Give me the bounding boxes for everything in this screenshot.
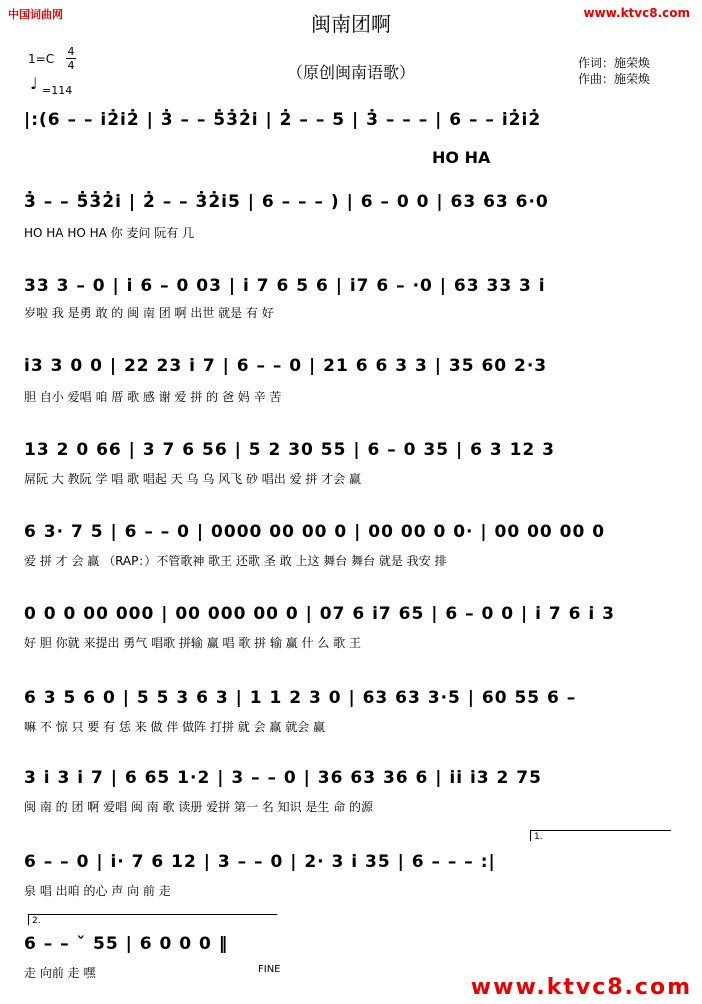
score-row-1-notes: |:(6 – – i̇2̇i̇2̇ | 3̇ – – 5̇3̇2̇i̇ | 2̇ – – 5 | 3̇ – – – | 6 – – i̇2̇i̇2̇ xyxy=(24,110,542,130)
score-row-10-lyrics: 泉 唱 出咱 的心 声 向 前 走 xyxy=(24,884,171,898)
song-subtitle: （原创闽南语歌） xyxy=(286,63,415,82)
site-watermark-bottom: www.ktvc8.com xyxy=(470,975,692,1000)
lyricist-credit: 作词：施荣焕 xyxy=(578,56,651,70)
score-row-9-notes: 3 i̇ 3 i̇ 7 | 6 65 1·2 | 3 – – 0 | 36 63 36 6 | i̇i̇ i̇3 2 75 xyxy=(24,768,542,788)
score-row-3-notes: 33 3 – 0 | i̇ 6 – 0 03 | i̇ 7 6 5 6 | i̇7 6 – ·0 | 63 33 3 i̇ xyxy=(24,276,546,296)
score-row-2-notes: 3̇ – – 5̇3̇2̇i̇ | 2̇ – – 3̇2̇i̇5 | 6 – – – ) | 6 – 0 0 | 63 63 6·0 xyxy=(24,192,549,212)
fine-marking: FINE xyxy=(258,964,281,975)
first-ending-label: 1. xyxy=(534,832,543,842)
score-row-11-notes: 6 – – ˇ 55 | 6 0 0 0 ‖ xyxy=(24,934,229,954)
score-row-1-lyrics: HO HA xyxy=(432,148,491,167)
score-row-11-lyrics: 走 向前 走 嘿 xyxy=(24,966,96,980)
score-row-5-notes: 13 2 0 66 | 3 7 6 56 | 5 2 30 55 | 6 – 0 35 | 6 3 12 3 xyxy=(24,440,556,460)
score-row-4-lyrics: 胆 自小 爱唱 咱 厝 歌 感 谢 爱 拼 的 爸 妈 辛 苦 xyxy=(24,390,282,404)
song-title: 闽南团啊 xyxy=(311,12,391,36)
first-ending-bracket xyxy=(530,830,671,841)
time-signature xyxy=(66,46,76,71)
second-ending-bracket xyxy=(28,914,277,925)
site-watermark-top-right: www.ktvc8.com xyxy=(583,6,690,20)
tempo-marking: =114 xyxy=(42,84,73,97)
score-row-9-lyrics: 闽 南 的 团 啊 爱唱 闽 南 歌 读册 爱拼 第一 名 知识 是生 命 的源 xyxy=(24,800,374,814)
composer-credit: 作曲：施荣焕 xyxy=(578,72,651,86)
score-row-7-notes: 0 0 0 00 000 | 00 000 00 0 | 07 6 i̇7 65 | 6 – 0 0 | i̇ 7 6 i̇ 3 xyxy=(24,604,615,624)
site-watermark-top-left: 中国词曲网 xyxy=(8,8,63,21)
score-row-2-lyrics: HO HA HO HA 你 麦问 阮有 几 xyxy=(24,226,195,240)
score-row-10-notes: 6 – – 0 | i̇· 7 6 12 | 3 – – 0 | 2· 3 i̇ 35 | 6 – – – :| xyxy=(24,852,496,872)
score-row-6-notes: 6 3· 7 5 | 6 – – 0 | 0000 00 00 0 | 00 00 0 0· | 00 00 00 0 xyxy=(24,522,606,542)
time-sig-bottom: 4 xyxy=(67,59,75,72)
score-row-3-lyrics: 岁啦 我 是勇 敢 的 闽 南 团 啊 出世 就是 有 好 xyxy=(24,306,274,320)
key-signature: 1=C xyxy=(28,52,55,66)
score-row-8-lyrics: 嘛 不 惊 只 要 有 恁 来 做 伴 做阵 打拼 就 会 赢 就会 赢 xyxy=(24,720,326,734)
score-row-8-notes: 6 3 5 6 0 | 5 5 3 6 3 | 1 1 2 3 0 | 63 63 3·5 | 60 55 6 – xyxy=(24,688,577,708)
score-row-4-notes: i̇3 3 0 0 | 22 23 i̇ 7 | 6 – – 0 | 21 6 6 3 3 | 35 60 2·3 xyxy=(24,356,548,376)
second-ending-label: 2. xyxy=(32,916,41,926)
score-row-6-lyrics: 爱 拼 才 会 赢 （RAP：）不管歌神 歌王 还歌 圣 敢 上这 舞台 舞台 就是 我安 排 xyxy=(24,554,447,568)
score-row-7-lyrics: 好 胆 你就 来提出 勇气 唱歌 拼输 赢 唱 歌 拼 输 赢 什 么 歌 王 xyxy=(24,636,362,650)
quarter-note-icon: ♩ xyxy=(30,74,38,93)
score-row-5-lyrics: 屌阮 大 教阮 学 唱 歌 唱起 天 乌 乌 风飞 砂 唱出 爱 拼 才会 赢 xyxy=(24,472,362,486)
time-sig-top: 4 xyxy=(67,45,75,58)
